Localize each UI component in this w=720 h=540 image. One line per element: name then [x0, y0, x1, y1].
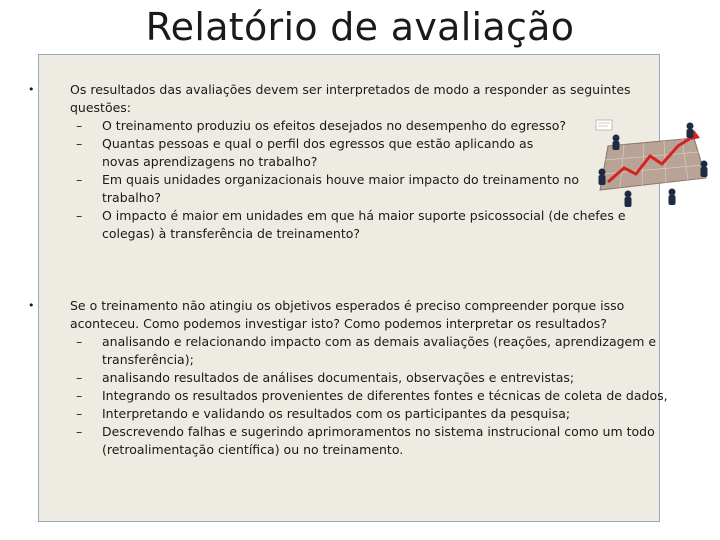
- dash-marker: –: [76, 172, 83, 187]
- sub-item: [70, 405, 682, 423]
- content-area: [28, 54, 668, 522]
- sub-item-text: Quantas pessoas e qual o perfil dos egressos que estão aplicando as novas aprendizagens no trabalho?: [102, 136, 534, 169]
- sub-item: [70, 423, 682, 459]
- dash-marker: –: [76, 118, 83, 133]
- sub-item-text: analisando e relacionando impacto com as demais avaliações (reações, aprendizagem e transferência);: [102, 334, 657, 367]
- dash-marker: –: [76, 136, 83, 151]
- sub-item: [70, 171, 612, 207]
- sub-item-text: O impacto é maior em unidades em que há maior suporte psicossocial (de chefes e colegas) à transferência de treinamento?: [102, 208, 626, 241]
- bullet-marker: •: [28, 83, 35, 96]
- dash-marker: –: [76, 406, 83, 421]
- dash-marker: –: [76, 388, 83, 403]
- sub-item-text: Em quais unidades organizacionais houve maior impacto do treinamento no trabalho?: [102, 172, 580, 205]
- dash-marker: –: [76, 208, 83, 223]
- bullet-text: Os resultados das avaliações devem ser interpretados de modo a responder as seguintes questões:: [70, 82, 631, 115]
- dash-marker: –: [76, 370, 83, 385]
- dash-marker: –: [76, 334, 83, 349]
- dash-marker: –: [76, 424, 83, 439]
- bullet-item: [28, 81, 650, 243]
- bullet-item: [28, 297, 668, 459]
- sub-item: [70, 333, 662, 369]
- sub-item-text: analisando resultados de análises documentais, observações e entrevistas;: [102, 370, 575, 385]
- sub-item-text: Interpretando e validando os resultados com os participantes da pesquisa;: [102, 406, 571, 421]
- sub-item-text: Integrando os resultados provenientes de diferentes fontes e técnicas de coleta de dados,: [102, 388, 668, 403]
- sub-item: [70, 207, 682, 243]
- sub-item: [70, 117, 572, 135]
- sub-item: [70, 135, 572, 171]
- business-meeting-chart-icon: [594, 116, 710, 208]
- sub-item-text: Descrevendo falhas e sugerindo aprimoramentos no sistema instrucional como um todo (retroalimentação científica) ou no treinamento.: [102, 424, 655, 457]
- bullet-marker: •: [28, 299, 35, 312]
- sub-item: [70, 387, 682, 405]
- slide-title: Relatório de avaliação: [145, 5, 575, 49]
- bullet-text: Se o treinamento não atingiu os objetivos esperados é preciso compreender porque isso aconteceu. Como podemos investigar isto? Como podemos interpretar os resultados?: [70, 298, 625, 331]
- sub-item: [70, 369, 682, 387]
- sub-item-text: O treinamento produziu os efeitos desejados no desempenho do egresso?: [102, 118, 567, 133]
